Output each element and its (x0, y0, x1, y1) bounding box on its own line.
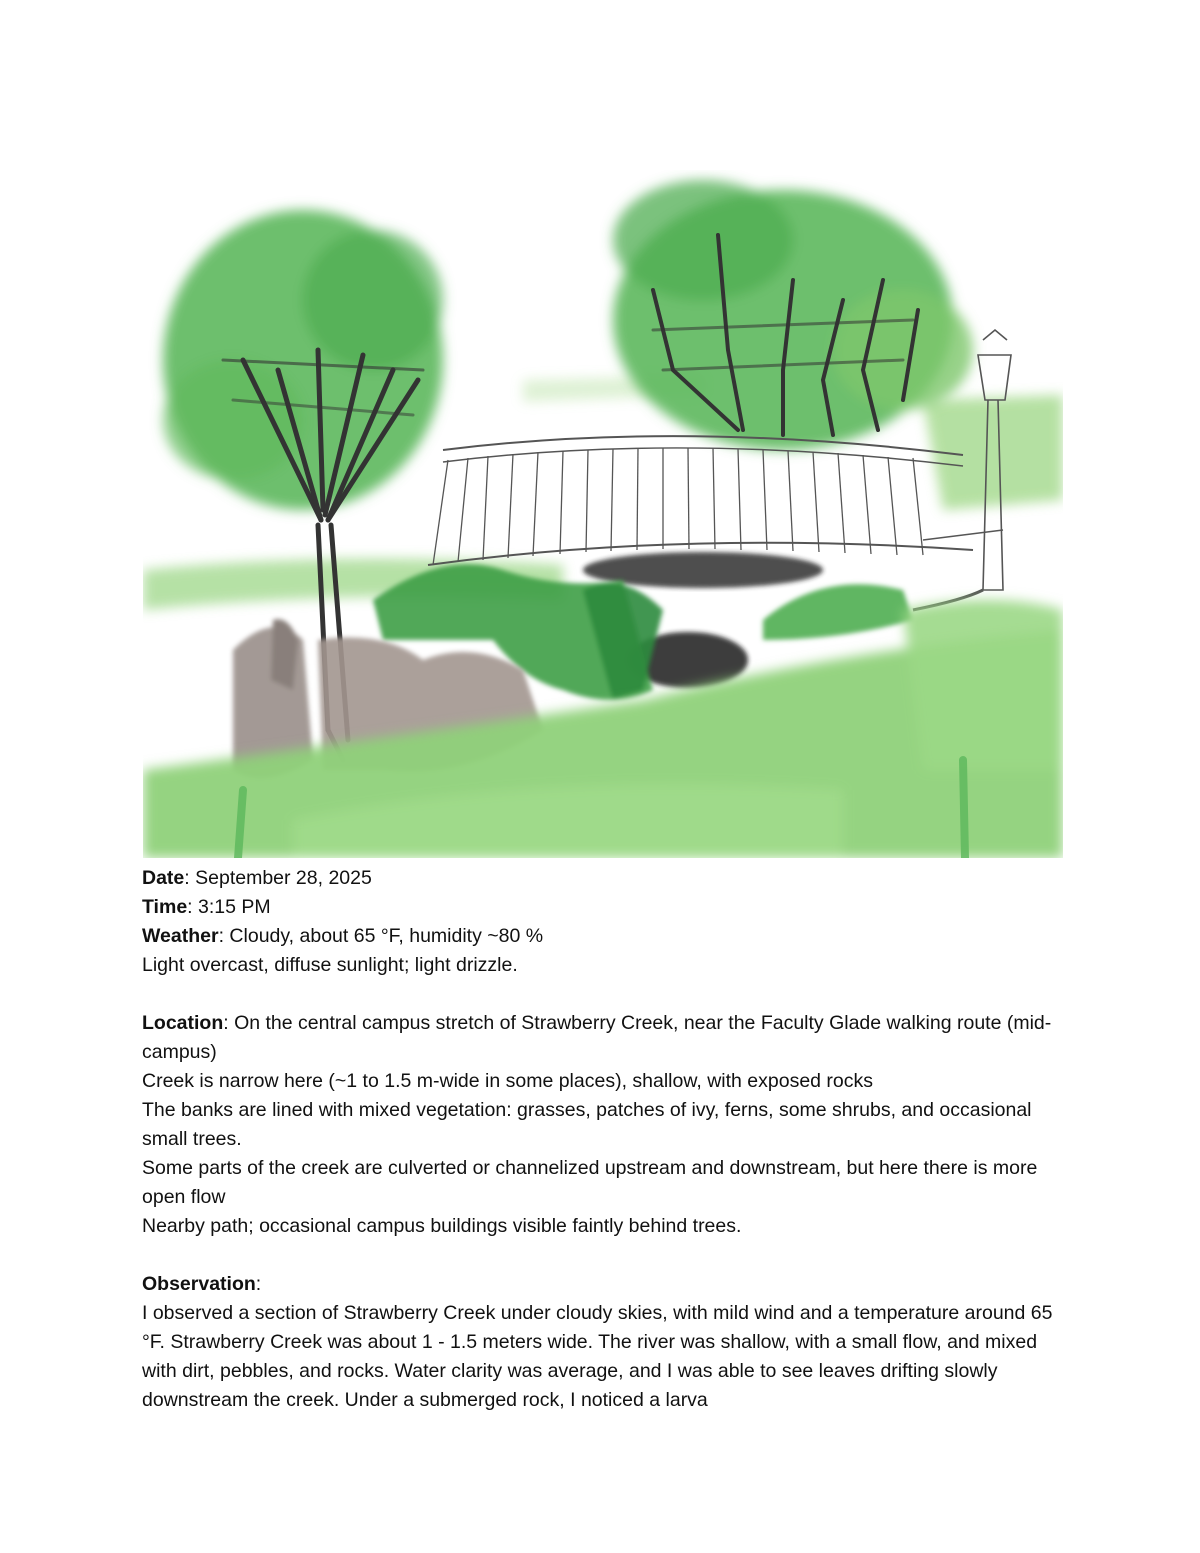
observation-heading (142, 1270, 1072, 1299)
date-value: : September 28, 2025 (184, 867, 372, 889)
location-line (142, 1009, 1072, 1067)
location-detail-4: Nearby path; occasional campus buildings visible faintly behind trees. (142, 1215, 742, 1237)
location-text: : On the central campus stretch of Strawberry Creek, near the Faculty Glade walking route (mid-campus) (142, 1012, 1052, 1063)
weather-line (142, 922, 1072, 951)
date-label: Date (142, 867, 185, 889)
field-notes (142, 864, 1072, 1415)
location-detail-1: Creek is narrow here (~1 to 1.5 m-wide in some places), shallow, with exposed rocks (142, 1070, 874, 1092)
location-detail-3: Some parts of the creek are culverted or channelized upstream and downstream, but here there is more open flow (142, 1157, 1038, 1208)
location-label: Location (142, 1012, 224, 1034)
time-label: Time (142, 896, 188, 918)
observation-label: Observation (142, 1273, 256, 1295)
weather-label: Weather (142, 925, 219, 947)
weather-value: : Cloudy, about 65 °F, humidity ~80 % (218, 925, 544, 947)
observation-text: I observed a section of Strawberry Creek under cloudy skies, with mild wind and a temperature around 65 °F. Strawberry Creek was about 1 - 1.5 meters wide. The river was shallow, with a small flow, and mixed with dirt, pebbles, and rocks. Water clarity was average, and I was able to see leaves drifting slowly downstream the creek. Under a submerged rock, I noticed a larva (142, 1302, 1053, 1411)
observation-colon: : (255, 1273, 262, 1295)
creek-sketch-illustration (143, 170, 1063, 858)
time-value: : 3:15 PM (187, 896, 271, 918)
location-detail-2: The banks are lined with mixed vegetation: grasses, patches of ivy, ferns, some shrubs, and occasional small trees. (142, 1099, 1032, 1150)
date-line (142, 864, 1072, 893)
time-line (142, 893, 1072, 922)
footbridge (428, 436, 1003, 565)
weather-note: Light overcast, diffuse sunlight; light drizzle. (142, 954, 518, 976)
